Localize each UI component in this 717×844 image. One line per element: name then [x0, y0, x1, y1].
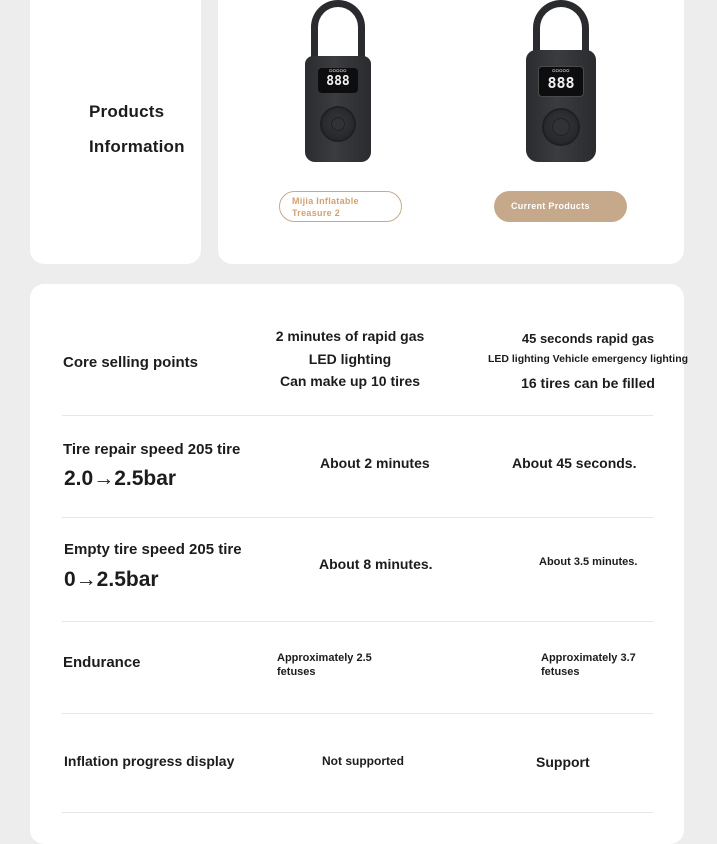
- pump-body: [526, 50, 596, 162]
- cell-line: 45 seconds rapid gas: [521, 331, 655, 346]
- cell-line: 16 tires can be filled: [521, 375, 655, 391]
- pump-dial: [320, 106, 356, 142]
- cell-line: fetuses: [277, 666, 316, 678]
- product-pill-mijia-2[interactable]: [279, 191, 402, 222]
- display-digits: 888: [326, 74, 350, 89]
- cell-repair-left: About 2 minutes: [320, 455, 430, 471]
- row-label-core-selling-points: Core selling points: [63, 354, 199, 371]
- cell-endurance-right: [541, 653, 636, 678]
- cell-endurance-left: [277, 653, 372, 678]
- side-title-products: Products: [89, 102, 165, 121]
- cell-progress-left: Not supported: [322, 754, 404, 768]
- row-divider: [62, 415, 653, 416]
- row-label-value-empty-pressure: 0→2.5bar: [64, 568, 159, 591]
- product-pill-line1: Mijia Inflatable: [292, 196, 359, 206]
- row-divider: [62, 812, 653, 813]
- cell-line: LED lighting Vehicle emergency lighting: [487, 353, 689, 365]
- products-information-card: [30, 0, 201, 264]
- products-card: [218, 0, 684, 264]
- row-divider: [62, 713, 653, 714]
- product-pill-line2: Treasure 2: [292, 208, 341, 218]
- display-digits: 888: [547, 74, 575, 92]
- pump-dial: [542, 108, 580, 146]
- row-label-endurance: Endurance: [63, 654, 141, 671]
- row-label-empty-tire-speed: Empty tire speed 205 tire: [64, 541, 242, 558]
- row-label-tire-repair-speed: Tire repair speed 205 tire: [63, 441, 241, 458]
- row-divider: [62, 621, 653, 622]
- cell-line: Can make up 10 tires: [279, 373, 421, 389]
- product-pill-current[interactable]: [494, 191, 627, 222]
- cell-repair-right: About 45 seconds.: [512, 455, 637, 471]
- pump-body: [305, 56, 371, 162]
- row-divider: [62, 517, 653, 518]
- cell-empty-left: About 8 minutes.: [319, 556, 433, 572]
- cell-core-left: [250, 329, 450, 388]
- pump-button: [331, 117, 345, 131]
- row-label-value-repair-pressure: 2.0→2.5bar: [64, 467, 177, 490]
- cell-line: Approximately 3.7: [541, 652, 636, 664]
- cell-line: LED lighting: [308, 351, 392, 367]
- cell-empty-right: About 3.5 minutes.: [539, 556, 638, 568]
- cell-line: Approximately 2.5: [277, 652, 372, 664]
- row-label-inflation-progress-display: Inflation progress display: [64, 753, 235, 769]
- cell-core-right: [458, 332, 717, 390]
- cell-line: 2 minutes of rapid gas: [275, 328, 425, 344]
- cell-line: fetuses: [541, 666, 580, 678]
- side-title-information: Information: [89, 137, 185, 156]
- cell-progress-right: Support: [536, 754, 590, 770]
- pump-display: [538, 66, 584, 97]
- product-pill-label: Current Products: [511, 201, 590, 211]
- display-icons: ○○○○○: [329, 68, 347, 74]
- product-image-current: [526, 0, 596, 162]
- product-image-mijia-2: [305, 0, 371, 162]
- display-icons: ○○○○○: [552, 68, 570, 74]
- pump-button: [552, 118, 570, 136]
- pump-display: [318, 68, 358, 93]
